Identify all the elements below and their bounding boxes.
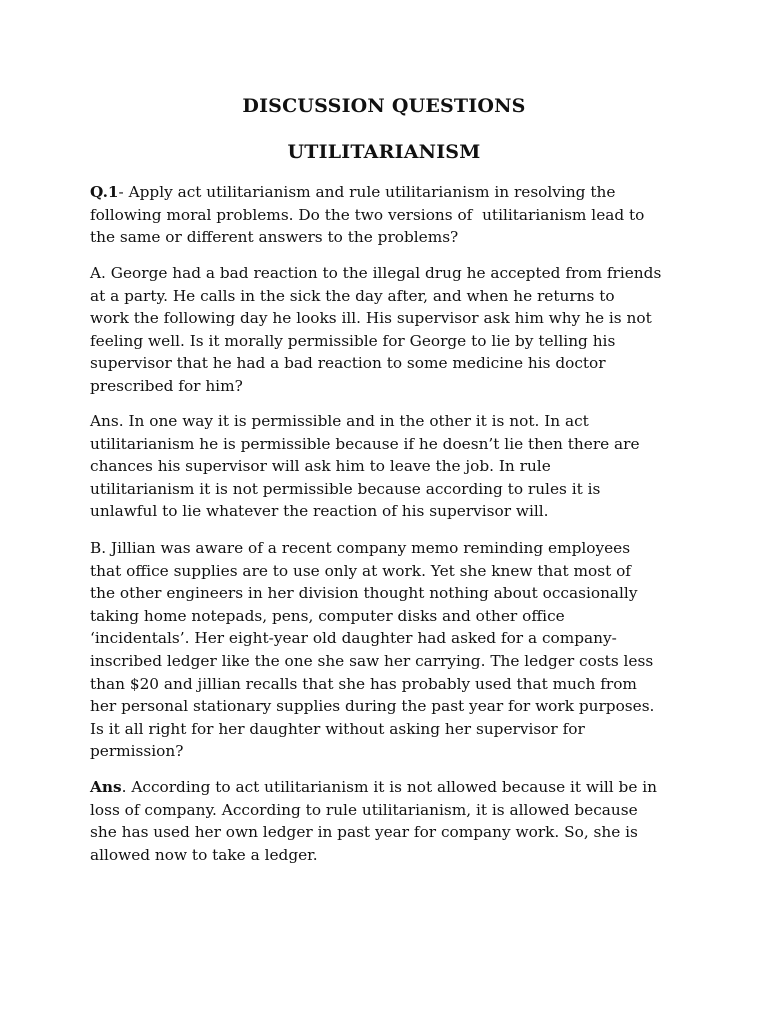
part-b-paragraph [90,537,690,763]
document-title: DISCUSSION QUESTIONS [242,95,526,117]
paragraph-line: following moral problems. Do the two versions of utilitarianism lead to [90,205,645,224]
paragraph-line: feeling well. Is it morally permissible for George to lie by telling his [90,331,616,350]
paragraph-line: Is it all right for her daughter without asking her supervisor for [90,719,585,738]
paragraph-line: the same or different answers to the problems? [90,228,459,247]
paragraph-line: that office supplies are to use only at work. Yet she knew that most of [90,561,631,580]
paragraph-line: chances his supervisor will ask him to leave the job. In rule [90,457,551,476]
line-text: - Apply act utilitarianism and rule utilitarianism in resolving the [118,183,616,201]
paragraph-line: Ans. In one way it is permissible and in the other it is not. In act [90,412,589,430]
paragraph-line: prescribed for him? [90,376,243,395]
part-a-paragraph [90,262,690,398]
paragraph-line: at a party. He calls in the sick the day after, and when he returns to [90,286,615,305]
paragraph-line: A. George had a bad reaction to the illegal drug he accepted from friends [90,264,662,282]
paragraph-line: utilitarianism he is permissible because if he doesn’t lie then there are [90,434,640,453]
paragraph-line: utilitarianism it is not permissible because according to rules it is [90,479,601,498]
paragraph-line: ‘incidentals’. Her eight-year old daughter had asked for a company- [90,629,617,648]
paragraph-line: her personal stationary supplies during the past year for work purposes. [90,697,655,716]
paragraph-line: taking home notepads, pens, computer disks and other office [90,606,565,625]
line-text: . According to act utilitarianism it is not allowed because it will be in [121,778,658,796]
paragraph-line: she has used her own ledger in past year for company work. So, she is [90,823,638,842]
paragraph-line [90,776,690,799]
document-subtitle: UTILITARIANISM [287,141,481,163]
paragraph-line: permission? [90,742,184,761]
paragraph-line [90,181,690,204]
paragraph-line: allowed now to take a ledger. [90,845,318,864]
paragraph-line: than $20 and jillian recalls that she has probably used that much from [90,674,637,693]
paragraph-line: loss of company. According to rule utilitarianism, it is allowed because [90,800,638,819]
question-1-paragraph [90,181,690,249]
paragraph-line: B. Jillian was aware of a recent company memo reminding employees [90,539,631,557]
paragraph-line: inscribed ledger like the one she saw her carrying. The ledger costs less [90,651,654,670]
answer-label: Ans [90,778,122,796]
paragraph-line: the other engineers in her division thought nothing about occasionally [90,584,638,603]
paragraph-line: supervisor that he had a bad reaction to some medicine his doctor [90,354,606,373]
answer-a-paragraph [90,410,690,523]
paragraph-line: unlawful to lie whatever the reaction of his supervisor will. [90,502,549,521]
paragraph-line: work the following day he looks ill. His supervisor ask him why he is not [90,309,652,328]
question-label: Q.1 [90,183,119,201]
answer-b-paragraph [90,776,690,866]
